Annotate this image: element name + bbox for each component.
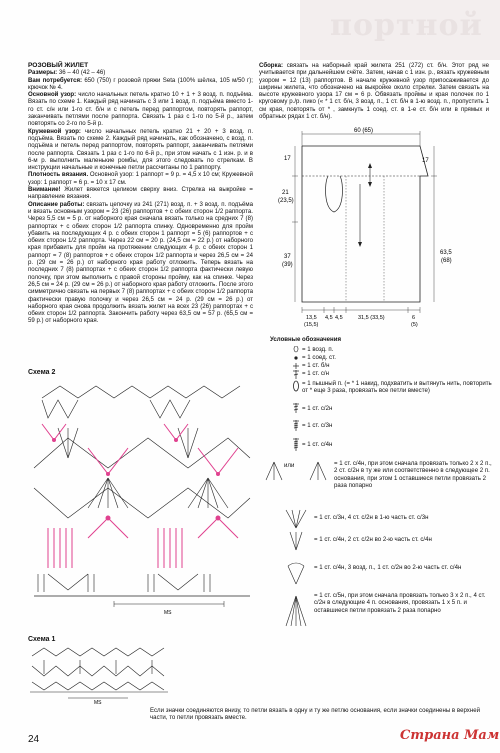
density-paragraph xyxy=(28,171,253,186)
legend-text: = 1 ст. с/н xyxy=(302,370,329,377)
schema1-rapport: MS xyxy=(94,700,102,706)
dim-bottom-4: 31,5 (33,5) xyxy=(358,315,385,321)
dim-bottom-1-alt: (15,5) xyxy=(304,322,319,328)
dim-bottom-5-alt: (5) xyxy=(411,322,418,328)
dim-left-bot-alt: (39) xyxy=(282,262,293,268)
legend-text: = 1 ст. с/2н xyxy=(302,405,333,412)
legend-text: = 1 возд. п. xyxy=(302,346,334,353)
v-cluster-icon xyxy=(260,530,320,554)
dim-top-width: 60 (65) xyxy=(354,128,374,134)
schema1-label: Схема 1 xyxy=(28,636,56,643)
attention-paragraph xyxy=(28,186,253,201)
main-pattern-paragraph xyxy=(28,91,253,127)
legend-text: = 1 ст. с/3н, 4 ст. с/2н в 1-ю часть ст. с/3н xyxy=(314,514,429,521)
five-crochet-cluster-icon xyxy=(260,592,320,632)
dim-bottom-3: 4,5 xyxy=(335,315,343,321)
schema2-label: Схема 2 xyxy=(28,369,56,376)
materials-paragraph xyxy=(28,77,253,92)
page-number: 24 xyxy=(28,734,40,745)
schema2-rapport: MS xyxy=(164,610,172,616)
sizes-label: Размеры: xyxy=(28,69,58,77)
garment-schematic xyxy=(262,124,494,334)
sizes-paragraph xyxy=(28,69,253,76)
dim-bottom-5: 6 xyxy=(412,315,416,321)
legend-text: = 1 ст. с/4н xyxy=(302,441,333,448)
materials-value: 650 (750) г розовой пряжи Seta (100% шёлка, 105 м/50 г); крючок № 4. xyxy=(28,76,253,91)
lace-pattern-paragraph xyxy=(28,128,253,172)
dim-right-top: 17 xyxy=(422,158,429,164)
dim-left-bot: 37 xyxy=(284,254,291,260)
density-label: Плотность вязания. xyxy=(28,171,89,179)
attention-label: Внимание! xyxy=(28,186,61,194)
dim-left-top: 17 xyxy=(284,156,291,162)
main-pattern-label: Основной узор: xyxy=(28,91,77,99)
footnote: Если значки соединяются внизу, то петли вязать в одну и ту же петлю основания, если значки соединены в верхней части, то петли провязать вместе. xyxy=(150,707,480,722)
sizes-value: 36 – 40 (42 – 46) xyxy=(57,69,106,77)
quad-cluster-icon xyxy=(260,460,340,496)
dim-left-mid: 21 xyxy=(282,190,289,196)
legend-text: = 1 ст. с/4н, при этом сначала провязать только 2 х 2 п., 2 ст. с/2н в ту же или соответственно в следующее 2 п. основания, при этом 1 оставшиеся петли провязать 2 раза попарно xyxy=(334,460,492,490)
dim-right-total-alt: (68) xyxy=(441,258,452,264)
materials-label: Вам потребуется: xyxy=(28,76,83,84)
schema1-chart xyxy=(28,646,178,706)
legend-text: = 1 ст. с/5н, при этом сначала провязать только 3 х 2 п., 4 ст. с/2н в следующие 4 п. основания, провязать 1 х 5 п. и оставшиеся петли провязать 2 раза попарно xyxy=(314,592,486,614)
legend-text: = 1 ст. с/3н xyxy=(302,422,333,429)
dim-bottom-2: 4,5 xyxy=(325,315,333,321)
lace-pattern-label: Кружевной узор: xyxy=(28,127,81,135)
main-pattern-value: число начальных петель кратно 10 + 1 + 3 возд. п. подъёма. Вязать по схеме 1. Каждый ряд начинать с 3 или 1 возд. п. подъёма вместо 1-го ст. с/н или 1-го ст. б/н и с петель перед раппортом, повторять раппорт, заканчивать петлями после раппорта. Связать 1 раз с 1-го по 5-й р., затем повторять со 2-го по 5-й р. xyxy=(28,91,253,128)
schema2-row-a xyxy=(58,428,198,458)
arch-cluster-icon xyxy=(260,562,320,588)
legend-text: = 1 ст. с/4н, 2 ст. с/2н во 2-ю часть ст. с/4н xyxy=(314,536,432,543)
fan-cluster-icon xyxy=(260,508,320,532)
legend-text: = 1 ст. с/4н, 3 возд. п., 1 ст. с/2н во 2-ю часть ст. с/4н xyxy=(314,564,462,571)
dim-left-mid-alt: (23,5) xyxy=(278,198,294,204)
lace-pattern-value: число начальных петель кратно 21 + 20 + 3 возд. п. подъёма. Вязать по схеме 2. Каждый ряд начинать, как обозначено, с возд. п. подъёма и петель перед раппортом, повторять раппорт, заканчивать петлями после раппорта. Связать 1 раз с 1-го по 6-й р., при этом начать с 1 изн. р. и в 6-м р. выполнить маленькие ромбы, для этого следовать по стрелкам. В инструкции начальные и конечные петли рассчитаны по 1 раппорту. xyxy=(28,127,254,172)
assembly-label: Сборка: xyxy=(259,62,283,69)
schema2-chart xyxy=(28,378,256,618)
legend-text: = 1 пышный п. (= * 1 накид, подхватить и вытянуть нить, повторить от * еще 3 раза, провязать все петли вместе) xyxy=(302,380,492,395)
dim-right-total: 63,5 xyxy=(440,250,452,256)
work-paragraph xyxy=(28,201,253,325)
legend-text: = 1 соед. ст. xyxy=(302,354,336,361)
work-value: связать цепочку из 241 (271) возд. п. + 3 возд. п. подъёма и вязать основным узором = 23 (26) раппортов + с обеих сторон 1/2 раппорта. Через 5,5 см = 5 р. от наборного края сначала вязать только на средних 7 (8) раппортах + с обеих сторон 1/2 раппорта спинку. Одновременно для пройм убавить на последующих 4 р. с обеих сторон 1 раппорт = 5 (6) раппортов + с обеих сторон 1/2 раппорта. Через 22 см = 20 р. (24,5 см = 22 р.) от наборного края прибавить для пройм на протяжении следующих 4 р. с обеих сторон 1 раппорт = 7 (8) раппортов + с обеих сторон 1/2 раппорта и через 26,5 см = 24 р. (29 см = 26 р.) от наборного края работу отложить. Теперь вязать на последних 7 (8) раппортах + с обеих сторон 1/2 раппорта фактически левую полочку, при этом выполнить с правой стороны пройму, как на спинке. Через 26,5 см = 24 р. (29 см = 26 р.) от наборного края работу отложить. После этого симметрично связать на первых 7 (8) раппортах + с обеих сторон 1/2 раппорта фактически правую полочку и через 26,5 см = 24 р. (29 см = 26 р.) от наборного края снова продолжить вязать жилет на всех 23 (26) раппортах + с обеих сторон 1/2 раппорта. Закончить работу через 63,5 см = 57 р. (65,5 см = 59 р.) от наборного края. xyxy=(28,200,253,325)
legend-text: = 1 ст. б/н xyxy=(302,362,330,369)
attention-value: Жилет вяжется целиком сверху вниз. Стрелка на выкройке = направление вязания. xyxy=(28,186,253,201)
density-value: Основной узор: 1 раппорт = 9 р. = 4,5 х 10 см; Кружевной узор: 1 раппорт = 6 р. = 10 х 17 см. xyxy=(28,171,253,186)
site-logo: Страна Мам xyxy=(400,728,500,743)
assembly-value: связать на наборный край жилета 251 (272) ст. б/н. Этот ряд не учитывается при дальнейшем счёте. Затем, начав с 1 изн. р., вязать кружевным узором = 12 (13) раппортов. В начале кружевной узор припосаживается до ширины жилета, что обозначено на выкройке около стрелки. Затем связать на высоте кружевного узора 17 см = 6 р. Обвязать проймы и края полочек по 1 круговому р./р. пико (« * 1 ст. б/н, 3 возд. п., 1 ст. б/н в 1-ю возд. п., пропустить 1 см края, повторять от * , замкнуть 1 соед. ст. в 1-е ст. б/н или в прямых и обратных рядах 1 ст. б/н). xyxy=(259,62,489,121)
dim-bottom-1: 13,5 xyxy=(306,315,317,321)
legend-text-or: или xyxy=(284,462,295,469)
header-watermark: портной xyxy=(330,8,483,43)
article-title: РОЗОВЫЙ ЖИЛЕТ xyxy=(28,62,89,69)
legend-title: Условные обозначения xyxy=(270,336,342,343)
assembly-paragraph xyxy=(259,62,489,120)
article-right-column xyxy=(259,62,489,120)
work-label: Описание работы: xyxy=(28,200,85,208)
article-left-column xyxy=(28,62,253,325)
